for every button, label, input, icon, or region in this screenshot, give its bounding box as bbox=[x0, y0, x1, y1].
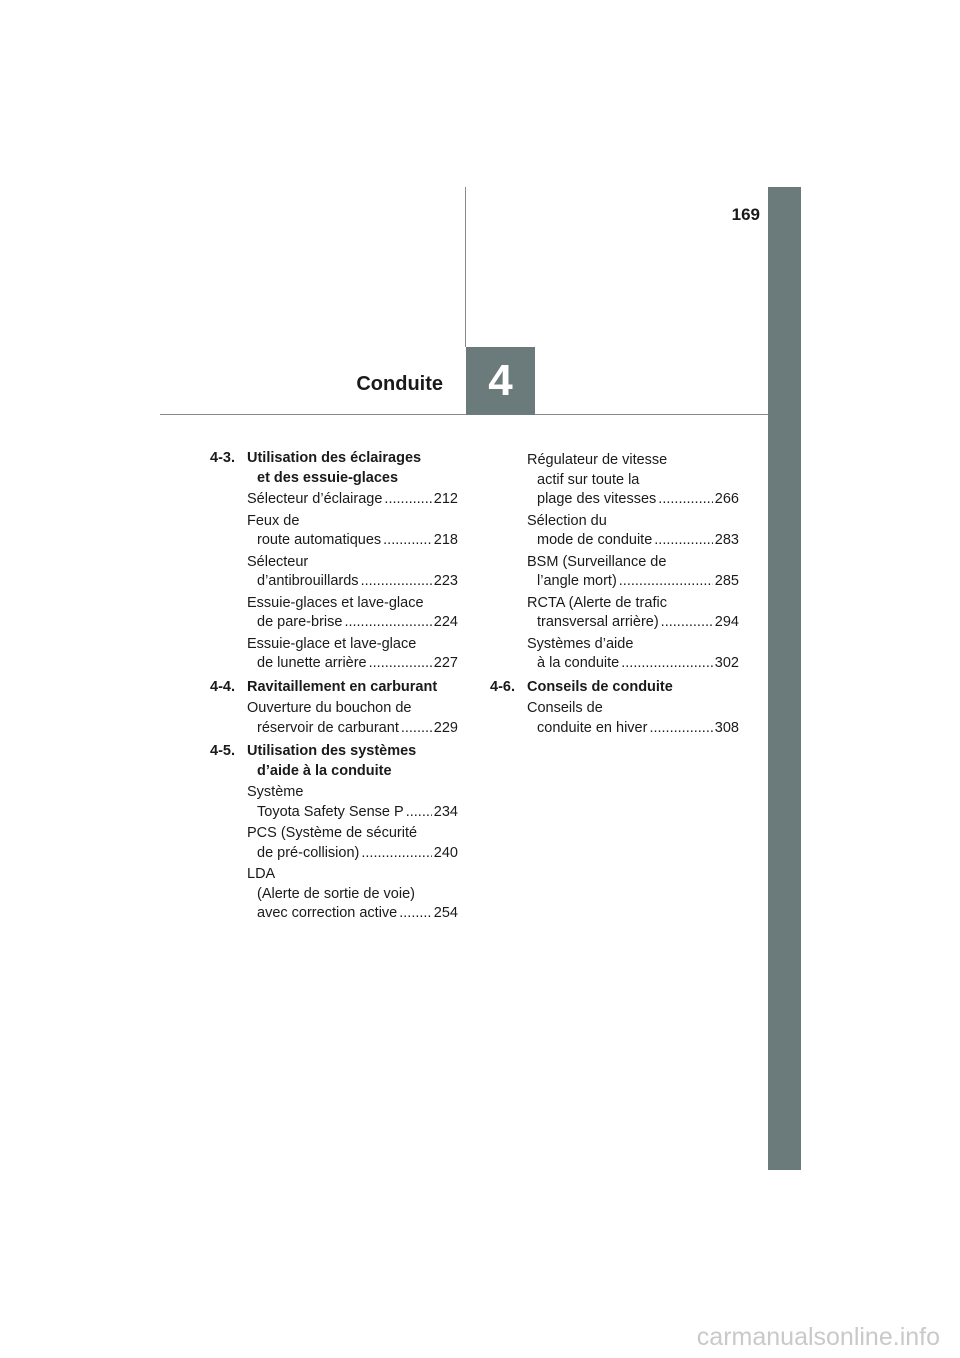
entry-page-number: 223 bbox=[433, 573, 458, 589]
entry-title-line: conduite en hiver bbox=[537, 719, 648, 736]
entry-title-line: de lunette arrière bbox=[257, 655, 367, 671]
entry-title-line: Régulateur de vitesse bbox=[527, 452, 668, 468]
entry-title-line: Sélection du bbox=[527, 512, 607, 529]
dot-leader bbox=[658, 490, 713, 510]
toc-section bbox=[210, 449, 458, 488]
dot-leader bbox=[369, 654, 432, 674]
entry-title-line: Essuie-glaces et lave-glace bbox=[247, 594, 424, 611]
entry-last-line bbox=[527, 613, 739, 633]
horizontal-rule bbox=[160, 414, 768, 415]
toc-entry[interactable] bbox=[247, 824, 458, 863]
chapter-side-tab bbox=[768, 187, 801, 1170]
entry-page-number: 234 bbox=[433, 803, 458, 820]
entry-page-number: 218 bbox=[433, 532, 458, 548]
entry-last-line bbox=[527, 719, 739, 739]
entry-title-line: Feux de bbox=[247, 512, 300, 529]
section-title-line: Utilisation des systèmes bbox=[247, 743, 417, 759]
entry-last-line bbox=[527, 654, 739, 674]
entry-last-line bbox=[247, 803, 458, 823]
toc-entry[interactable] bbox=[247, 490, 458, 510]
section-title-line: Conseils de conduite bbox=[527, 678, 673, 695]
section-title-line: et des essuie-glaces bbox=[257, 469, 399, 486]
toc-entry[interactable] bbox=[247, 594, 458, 633]
toc-entry[interactable] bbox=[527, 699, 739, 738]
entry-title-line: mode de conduite bbox=[537, 532, 653, 548]
toc-section bbox=[210, 742, 458, 781]
chapter-title: Conduite bbox=[356, 373, 443, 395]
entry-page-number: 240 bbox=[433, 844, 458, 861]
dot-leader bbox=[361, 572, 432, 592]
dot-leader bbox=[384, 490, 431, 510]
entry-last-line bbox=[247, 719, 458, 739]
toc-entry[interactable] bbox=[527, 635, 739, 674]
dot-leader bbox=[361, 844, 431, 864]
entry-title-line: de pré-collision) bbox=[257, 844, 360, 861]
dot-leader bbox=[383, 531, 432, 551]
entry-page-number: 308 bbox=[714, 719, 739, 736]
dot-leader bbox=[654, 531, 713, 551]
entry-title-line: plage des vitesses bbox=[537, 491, 657, 507]
entry-page-number: 224 bbox=[433, 614, 458, 630]
entry-title-line: Toyota Safety Sense P bbox=[257, 803, 404, 820]
section-number: 4-4. bbox=[210, 678, 235, 695]
entry-page-number: 266 bbox=[714, 491, 739, 507]
entry-title-line: (Alerte de sortie de voie) bbox=[257, 885, 415, 902]
vertical-rule bbox=[465, 187, 466, 347]
entry-page-number: 294 bbox=[714, 614, 739, 630]
entry-title-line: réservoir de carburant bbox=[257, 719, 399, 736]
toc-entry[interactable] bbox=[247, 699, 458, 738]
entry-last-line bbox=[247, 613, 458, 633]
entry-title-line: route automatiques bbox=[257, 532, 382, 548]
entry-page-number: 212 bbox=[433, 491, 458, 507]
toc-entry[interactable] bbox=[527, 594, 739, 633]
entry-title-line: Ouverture du bouchon de bbox=[247, 700, 412, 716]
entry-page-number: 227 bbox=[433, 655, 458, 671]
entry-title-line: PCS (Système de sécurité bbox=[247, 825, 418, 841]
entry-title-line: Sélecteur bbox=[247, 553, 309, 570]
entry-page-number: 285 bbox=[714, 573, 739, 589]
entry-title-line: de pare-brise bbox=[257, 614, 343, 630]
toc-entry[interactable] bbox=[247, 865, 458, 924]
dot-leader bbox=[406, 803, 432, 823]
toc-right-column bbox=[490, 449, 739, 738]
entry-last-line bbox=[247, 531, 458, 551]
toc-entry[interactable] bbox=[247, 635, 458, 674]
entry-title-line: l’angle mort) bbox=[537, 573, 617, 589]
toc-entry[interactable] bbox=[247, 553, 458, 592]
entry-title-line: actif sur toute la bbox=[537, 471, 640, 488]
toc-entry[interactable] bbox=[527, 553, 739, 592]
entry-last-line bbox=[527, 572, 739, 592]
entry-title-line: avec correction active bbox=[257, 905, 398, 921]
dot-leader bbox=[401, 719, 432, 739]
entry-page-number: 283 bbox=[714, 532, 739, 548]
toc-entry[interactable] bbox=[527, 451, 739, 510]
section-title-line: d’aide à la conduite bbox=[257, 762, 392, 779]
entry-last-line bbox=[247, 654, 458, 674]
entry-title-line: d’antibrouillards bbox=[257, 573, 359, 589]
section-title-line: Utilisation des éclairages bbox=[247, 450, 422, 466]
section-title-line: Ravitaillement en carburant bbox=[247, 678, 438, 695]
entry-last-line bbox=[247, 904, 458, 924]
entry-page-number: 229 bbox=[433, 719, 458, 736]
toc-entry[interactable] bbox=[247, 783, 458, 822]
entry-last-line bbox=[247, 490, 458, 510]
entry-title-line: Conseils de bbox=[527, 700, 603, 716]
entry-last-line bbox=[527, 490, 739, 510]
dot-leader bbox=[649, 719, 712, 739]
dot-leader bbox=[344, 613, 431, 633]
entry-title-line: Essuie-glace et lave-glace bbox=[247, 635, 417, 652]
entry-last-line bbox=[247, 844, 458, 864]
toc-entry[interactable] bbox=[527, 512, 739, 551]
entry-title-line: LDA bbox=[247, 866, 276, 882]
dot-leader bbox=[621, 654, 713, 674]
chapter-number: 4 bbox=[466, 347, 535, 415]
toc-left-column bbox=[210, 449, 458, 924]
entry-title-line: Systèmes d’aide bbox=[527, 635, 634, 652]
dot-leader bbox=[661, 613, 713, 633]
entry-title-line: BSM (Surveillance de bbox=[527, 553, 667, 570]
toc-section bbox=[490, 678, 739, 698]
entry-title-line: Système bbox=[247, 784, 304, 800]
entry-title-line: RCTA (Alerte de trafic bbox=[527, 594, 667, 611]
entry-last-line bbox=[247, 572, 458, 592]
dot-leader bbox=[399, 904, 432, 924]
section-number: 4-6. bbox=[490, 678, 515, 695]
entry-title-line: transversal arrière) bbox=[537, 614, 659, 630]
page-number: 169 bbox=[731, 205, 760, 224]
section-number: 4-3. bbox=[210, 450, 235, 466]
section-number: 4-5. bbox=[210, 743, 235, 759]
entry-title-line: à la conduite bbox=[537, 655, 620, 671]
dot-leader bbox=[619, 572, 713, 592]
toc-entry[interactable] bbox=[247, 512, 458, 551]
watermark: carmanualsonline.info bbox=[696, 1323, 940, 1351]
entry-title-line: Sélecteur d’éclairage bbox=[247, 491, 383, 507]
entry-page-number: 254 bbox=[433, 905, 458, 921]
entry-page-number: 302 bbox=[714, 655, 739, 671]
toc-section bbox=[210, 678, 458, 698]
entry-last-line bbox=[527, 531, 739, 551]
